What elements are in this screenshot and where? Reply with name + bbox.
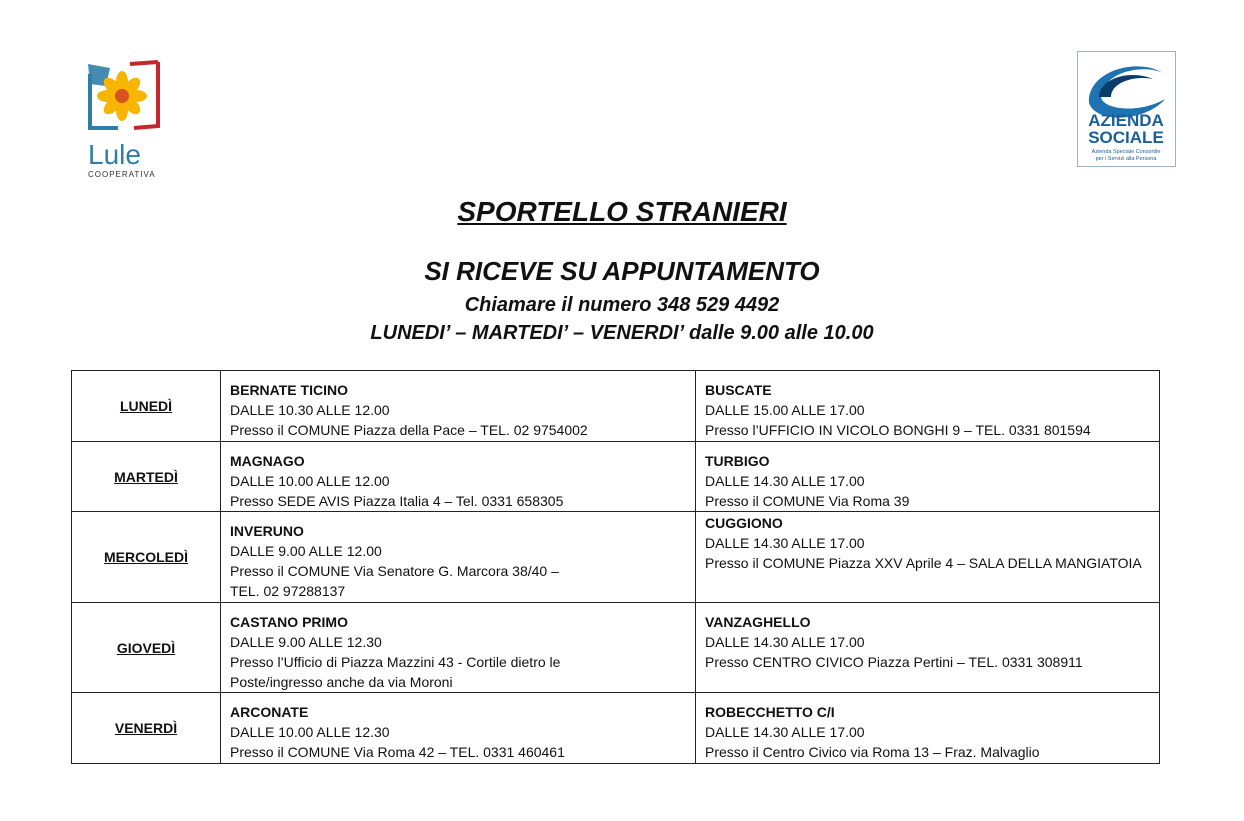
day-cell [72, 603, 221, 693]
location-name: MAGNAGO [230, 453, 305, 469]
day-cell [72, 442, 221, 512]
location-time: DALLE 10.30 ALLE 12.00 [230, 402, 390, 418]
location-time: DALLE 9.00 ALLE 12.00 [230, 543, 382, 559]
location-name: ROBECCHETTO C/I [705, 704, 835, 720]
location-cell [696, 442, 1160, 512]
location-name: TURBIGO [705, 453, 770, 469]
table-row [72, 442, 1160, 512]
call-hours-line: LUNEDI’ – MARTEDI’ – VENERDI’ dalle 9.00 alle 10.00 [370, 322, 874, 344]
table-row [72, 603, 1160, 693]
location-cell [221, 442, 696, 512]
location-time: DALLE 14.30 ALLE 17.00 [705, 535, 865, 551]
location-time: DALLE 14.30 ALLE 17.00 [705, 634, 865, 650]
location-address: Presso l’UFFICIO IN VICOLO BONGHI 9 – TEL. 0331 801594 [705, 422, 1091, 438]
location-name: CUGGIONO [705, 515, 783, 531]
day-label: VENERDÌ [114, 720, 178, 736]
location-time: DALLE 14.30 ALLE 17.00 [705, 473, 865, 489]
azienda-sociale-logo [1077, 51, 1176, 167]
location-cell [221, 512, 696, 603]
azienda-tagline1: Azienda Speciale Consortile [1091, 149, 1161, 155]
day-cell [72, 512, 221, 603]
location-time: DALLE 15.00 ALLE 17.00 [705, 402, 865, 418]
location-name: CASTANO PRIMO [230, 614, 348, 630]
location-cell [696, 693, 1160, 764]
page-subtitle: SI RICEVE SU APPUNTAMENTO [424, 256, 820, 286]
location-cell [221, 603, 696, 693]
location-name: ARCONATE [230, 704, 309, 720]
schedule-table [71, 370, 1160, 764]
azienda-line1: AZIENDA [1088, 111, 1164, 130]
day-cell [72, 371, 221, 442]
lule-wordmark: Lule [88, 139, 141, 170]
location-address: Presso CENTRO CIVICO Piazza Pertini – TEL. 0331 308911 [705, 654, 1083, 670]
location-time: DALLE 9.00 ALLE 12.30 [230, 634, 382, 650]
location-address: Presso il COMUNE Via Roma 39 [705, 493, 910, 509]
location-cell [696, 371, 1160, 442]
azienda-sociale-logo-icon [1077, 51, 1176, 167]
location-address: Presso il COMUNE Piazza della Pace – TEL. 02 9754002 [230, 422, 588, 438]
location-address: Presso il COMUNE Via Roma 42 – TEL. 0331 460461 [230, 744, 565, 760]
location-address-line2: Poste/ingresso anche da via Moroni [230, 674, 453, 690]
location-address: Presso SEDE AVIS Piazza Italia 4 – Tel. 0331 658305 [230, 493, 564, 509]
location-cell [696, 603, 1160, 693]
day-cell [72, 693, 221, 764]
page-title: SPORTELLO STRANIERI [457, 196, 787, 227]
location-time: DALLE 10.00 ALLE 12.00 [230, 473, 390, 489]
azienda-tagline2: per i Servizi alla Persona [1095, 156, 1157, 162]
lule-flower-logo-icon [84, 56, 164, 180]
location-cell [696, 512, 1160, 603]
table-row [72, 512, 1160, 603]
table-row [72, 693, 1160, 764]
day-label: GIOVEDÌ [116, 639, 176, 656]
location-time: DALLE 10.00 ALLE 12.30 [230, 724, 390, 740]
day-label: MERCOLEDÌ [104, 549, 188, 565]
day-label: MARTEDÌ [114, 468, 178, 485]
location-name: VANZAGHELLO [705, 614, 811, 630]
location-name: BUSCATE [705, 382, 772, 398]
location-address: Presso l’Ufficio di Piazza Mazzini 43 - Cortile dietro le [230, 654, 561, 670]
location-address: Presso il Centro Civico via Roma 13 – Fraz. Malvaglio [705, 744, 1040, 760]
location-name: INVERUNO [230, 523, 304, 539]
azienda-line2: SOCIALE [1088, 128, 1164, 147]
location-address-line2: TEL. 02 97288137 [230, 583, 346, 599]
location-time: DALLE 14.30 ALLE 17.00 [705, 724, 865, 740]
location-cell [221, 371, 696, 442]
location-address: Presso il COMUNE Via Senatore G. Marcora 38/40 – [230, 563, 559, 579]
location-cell [221, 693, 696, 764]
lule-logo [84, 56, 164, 180]
day-label: LUNEDÌ [119, 398, 173, 414]
table-row [72, 371, 1160, 442]
location-name: BERNATE TICINO [230, 382, 348, 398]
lule-subtitle: COOPERATIVA [88, 170, 156, 179]
location-address: Presso il COMUNE Piazza XXV Aprile 4 – SALA DELLA MANGIATOIA [705, 555, 1142, 571]
phone-line: Chiamare il numero 348 529 4492 [464, 294, 780, 316]
